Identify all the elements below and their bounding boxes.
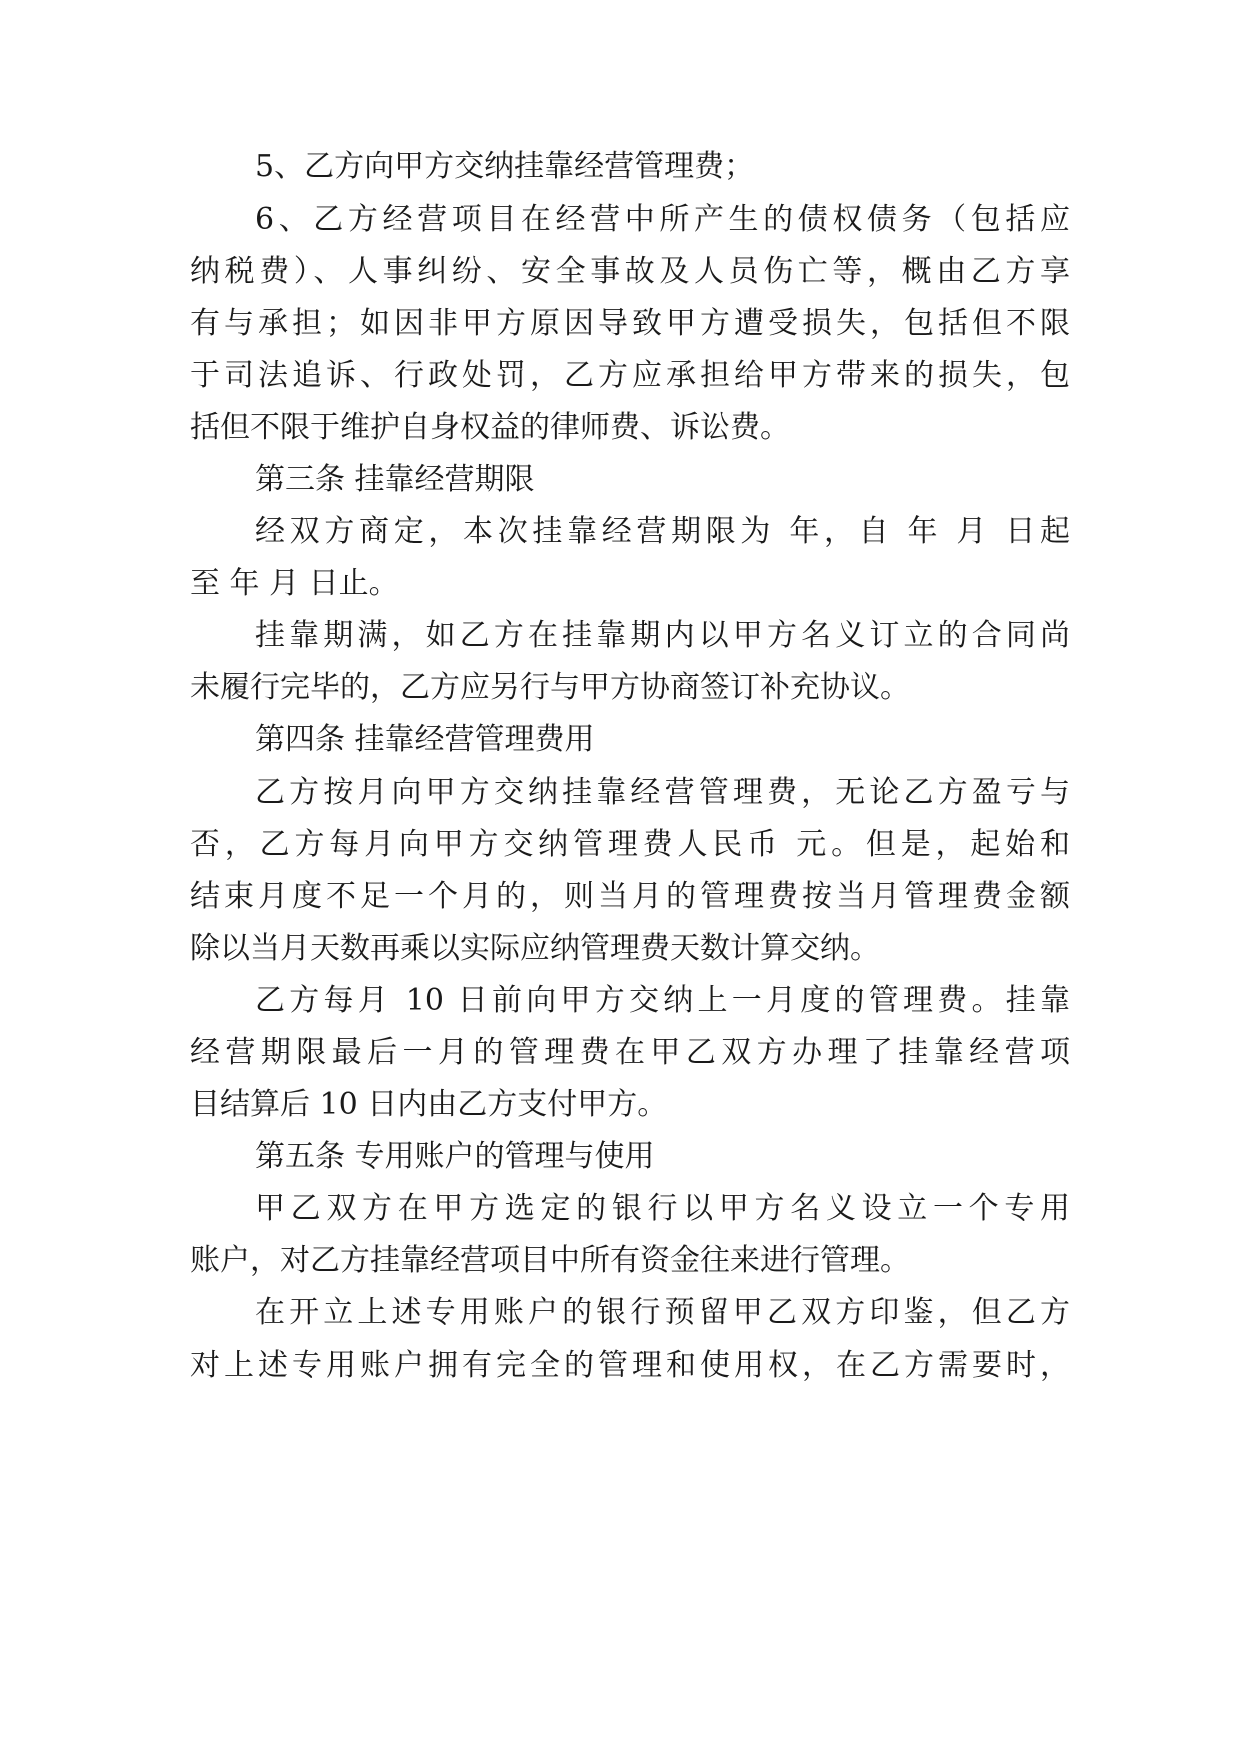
clause-item-6-line-5: 括但不限于维护自身权益的律师费、诉讼费。 (190, 410, 790, 445)
article-3-heading: 第三条 挂靠经营期限 (255, 462, 535, 497)
article-5-para-1-line-2: 账户，对乙方挂靠经营项目中所有资金往来进行管理。 (190, 1243, 910, 1278)
article-4-para-2-line-2: 经营期限最后一月的管理费在甲乙双方办理了挂靠经营项 (190, 1035, 1070, 1070)
clause-item-6-line-2: 纳税费）、人事纠纷、安全事故及人员伤亡等，概由乙方享 (190, 254, 1070, 289)
article-4-para-1-line-4: 除以当月天数再乘以实际应纳管理费天数计算交纳。 (190, 931, 880, 966)
article-3-para-2-line-2: 未履行完毕的，乙方应另行与甲方协商签订补充协议。 (190, 670, 910, 705)
clause-item-5: 5、乙方向甲方交纳挂靠经营管理费； (255, 149, 755, 184)
clause-item-6-line-4: 于司法追诉、行政处罚，乙方应承担给甲方带来的损失，包 (190, 358, 1070, 393)
clause-item-6-line-1: 6、乙方经营项目在经营中所产生的债权债务（包括应 (255, 202, 1070, 237)
article-3-para-1-line-1: 经双方商定，本次挂靠经营期限为 年，自 年 月 日起 (255, 514, 1070, 549)
article-5-heading: 第五条 专用账户的管理与使用 (255, 1139, 655, 1174)
article-4-para-2-line-3: 目结算后 10 日内由乙方支付甲方。 (190, 1087, 668, 1122)
article-4-heading: 第四条 挂靠经营管理费用 (255, 722, 595, 757)
article-4-para-1-line-3: 结束月度不足一个月的，则当月的管理费按当月管理费金额 (190, 879, 1070, 914)
clause-item-6-line-3: 有与承担；如因非甲方原因导致甲方遭受损失，包括但不限 (190, 306, 1070, 341)
article-5-para-2-line-2: 对上述专用账户拥有完全的管理和使用权，在乙方需要时， (190, 1348, 1070, 1383)
article-4-para-1-line-1: 乙方按月向甲方交纳挂靠经营管理费，无论乙方盈亏与 (255, 775, 1070, 810)
article-3-para-1-line-2: 至 年 月 日止。 (190, 566, 399, 601)
article-5-para-1-line-1: 甲乙双方在甲方选定的银行以甲方名义设立一个专用 (255, 1191, 1070, 1226)
article-4-para-2-line-1: 乙方每月 10 日前向甲方交纳上一月度的管理费。挂靠 (255, 983, 1070, 1018)
article-3-para-2-line-1: 挂靠期满，如乙方在挂靠期内以甲方名义订立的合同尚 (255, 618, 1070, 653)
article-4-para-1-line-2: 否，乙方每月向甲方交纳管理费人民币 元。但是，起始和 (190, 827, 1070, 862)
article-5-para-2-line-1: 在开立上述专用账户的银行预留甲乙双方印鉴，但乙方 (255, 1295, 1070, 1330)
